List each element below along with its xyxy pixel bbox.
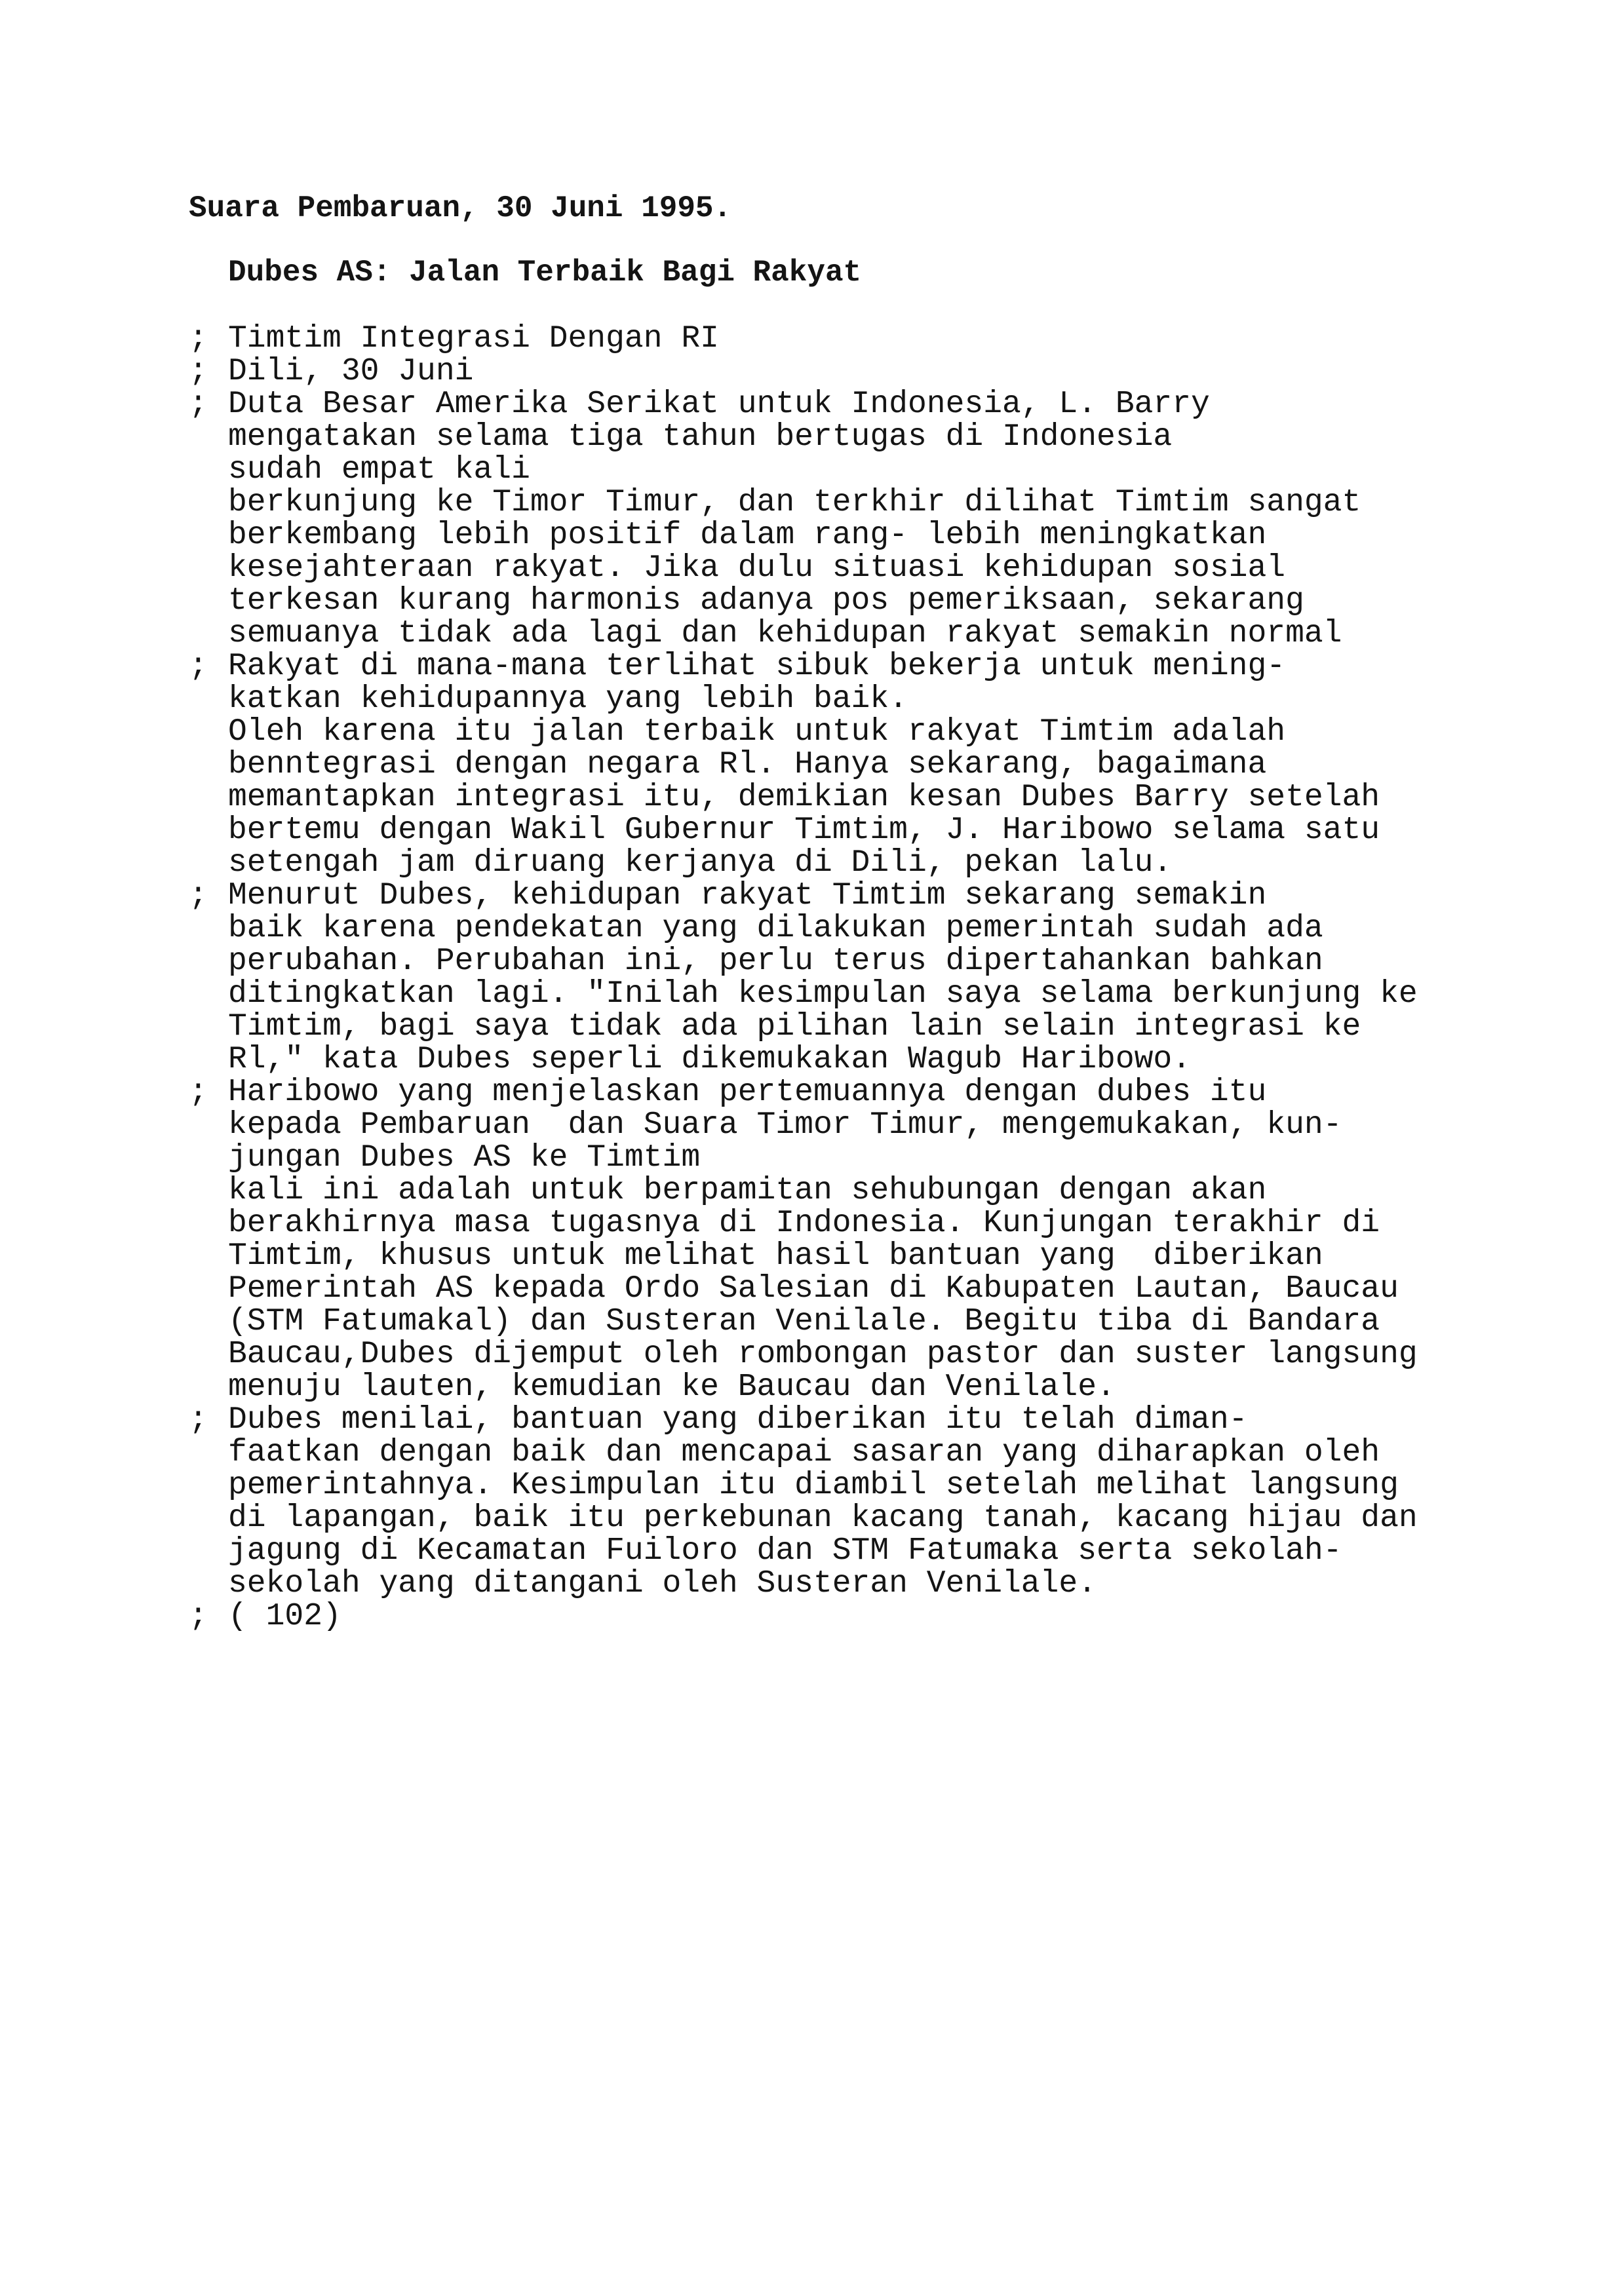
line-text: Menurut Dubes, kehidupan rakyat Timtim sekarang semakin xyxy=(228,878,1267,913)
line-text: kepada Pembaruan dan Suara Timor Timur, mengemukakan, kun- xyxy=(228,1107,1342,1143)
line-text: katkan kehidupannya yang lebih baik. xyxy=(228,681,908,717)
text-line xyxy=(189,552,1591,584)
line-text: Baucau,Dubes dijemput oleh rombongan pastor dan suster langsung xyxy=(228,1337,1418,1372)
line-text: Timtim, bagi saya tidak ada pilihan lain selain integrasi ke xyxy=(228,1009,1361,1044)
line-text: Dili, 30 Juni xyxy=(228,354,474,389)
text-line xyxy=(189,912,1591,945)
text-line xyxy=(189,1240,1591,1272)
text-line xyxy=(189,748,1591,781)
line-text: ( 102) xyxy=(228,1599,341,1634)
text-line xyxy=(189,584,1591,617)
line-text: berakhirnya masa tugasnya di Indonesia. Kunjungan terakhir di xyxy=(228,1206,1380,1241)
text-line xyxy=(189,421,1591,453)
line-text: jagung di Kecamatan Fuiloro dan STM Fatumaka serta sekolah- xyxy=(228,1533,1342,1569)
article-title: Dubes AS: Jalan Terbaik Bagi Rakyat xyxy=(228,256,862,290)
paragraph-marker: ; xyxy=(189,1075,208,1110)
text-line xyxy=(189,1600,1591,1633)
text-line xyxy=(189,1469,1591,1502)
text-line xyxy=(189,519,1591,552)
line-text: sudah empat kali xyxy=(228,452,530,488)
line-text: setengah jam diruang kerjanya di Dili, pekan lalu. xyxy=(228,845,1173,881)
text-line xyxy=(189,1109,1591,1141)
text-line xyxy=(189,814,1591,847)
line-text: benntegrasi dengan negara Rl. Hanya sekarang, bagaimana xyxy=(228,747,1267,782)
text-line xyxy=(189,1174,1591,1207)
paragraph-marker: ; xyxy=(189,878,208,913)
paragraph-marker: ; xyxy=(189,649,208,684)
text-line xyxy=(189,1502,1591,1535)
text-line xyxy=(189,355,1591,388)
line-text: perubahan. Perubahan ini, perlu terus dipertahankan bahkan xyxy=(228,944,1323,979)
line-text: Rl," kata Dubes seperli dikemukakan Wagub Haribowo. xyxy=(228,1042,1192,1077)
text-line xyxy=(189,322,1591,355)
line-text: berkunjung ke Timor Timur, dan terkhir dilihat Timtim sangat xyxy=(228,485,1361,520)
line-text: menuju lauten, kemudian ke Baucau dan Venilale. xyxy=(228,1369,1116,1405)
text-line xyxy=(189,453,1591,486)
line-text: Dubes menilai, bantuan yang diberikan itu telah diman- xyxy=(228,1402,1248,1438)
text-line xyxy=(189,683,1591,716)
text-line xyxy=(189,486,1591,519)
text-line xyxy=(189,1141,1591,1174)
text-line xyxy=(189,1207,1591,1240)
line-text: Timtim, khusus untuk melihat hasil bantuan yang diberikan xyxy=(228,1238,1323,1274)
text-line xyxy=(189,716,1591,748)
text-line xyxy=(189,1567,1591,1600)
line-text: Duta Besar Amerika Serikat untuk Indonesia, L. Barry xyxy=(228,387,1210,422)
text-line xyxy=(189,1272,1591,1305)
line-text: semuanya tidak ada lagi dan kehidupan rakyat semakin normal xyxy=(228,616,1342,651)
text-line xyxy=(189,1436,1591,1469)
paragraph-marker: ; xyxy=(189,321,208,356)
text-line xyxy=(189,781,1591,814)
line-text: jungan Dubes AS ke Timtim xyxy=(228,1140,701,1176)
text-line xyxy=(189,1338,1591,1371)
line-text: pemerintahnya. Kesimpulan itu diambil setelah melihat langsung xyxy=(228,1468,1399,1503)
line-text: Pemerintah AS kepada Ordo Salesian di Kabupaten Lautan, Baucau xyxy=(228,1271,1399,1307)
text-line xyxy=(189,945,1591,978)
article-body xyxy=(189,322,1591,1633)
text-line xyxy=(189,1535,1591,1567)
text-line xyxy=(189,650,1591,683)
line-text: Timtim Integrasi Dengan RI xyxy=(228,321,719,356)
paragraph-marker: ; xyxy=(189,1599,208,1634)
line-text: sekolah yang ditangani oleh Susteran Venilale. xyxy=(228,1566,1097,1601)
line-text: Oleh karena itu jalan terbaik untuk rakyat Timtim adalah xyxy=(228,714,1286,750)
line-text: faatkan dengan baik dan mencapai sasaran yang diharapkan oleh xyxy=(228,1435,1380,1470)
paragraph-marker: ; xyxy=(189,1402,208,1438)
text-line xyxy=(189,879,1591,912)
line-text: (STM Fatumakal) dan Susteran Venilale. Begitu tiba di Bandara xyxy=(228,1304,1380,1339)
line-text: baik karena pendekatan yang dilakukan pemerintah sudah ada xyxy=(228,911,1323,946)
line-text: mengatakan selama tiga tahun bertugas di Indonesia xyxy=(228,419,1173,455)
line-text: bertemu dengan Wakil Gubernur Timtim, J. Haribowo selama satu xyxy=(228,813,1380,848)
text-line xyxy=(189,1404,1591,1436)
line-text: ditingkatkan lagi. "Inilah kesimpulan saya selama berkunjung ke xyxy=(228,976,1418,1012)
text-line xyxy=(189,617,1591,650)
paragraph-marker: ; xyxy=(189,354,208,389)
text-line xyxy=(189,1043,1591,1076)
source-line: Suara Pembaruan, 30 Juni 1995. xyxy=(189,191,732,225)
line-text: di lapangan, baik itu perkebunan kacang tanah, kacang hijau dan xyxy=(228,1501,1418,1536)
text-line xyxy=(189,1305,1591,1338)
line-text: terkesan kurang harmonis adanya pos pemeriksaan, sekarang xyxy=(228,583,1304,619)
text-line xyxy=(189,978,1591,1010)
line-text: berkembang lebih positif dalam rang- lebih meningkatkan xyxy=(228,518,1267,553)
line-text: kesejahteraan rakyat. Jika dulu situasi kehidupan sosial xyxy=(228,550,1286,586)
paragraph-marker: ; xyxy=(189,387,208,422)
text-line xyxy=(189,388,1591,421)
text-line xyxy=(189,1371,1591,1404)
line-text: Rakyat di mana-mana terlihat sibuk bekerja untuk mening- xyxy=(228,649,1286,684)
line-text: memantapkan integrasi itu, demikian kesan Dubes Barry setelah xyxy=(228,780,1380,815)
line-text: Haribowo yang menjelaskan pertemuannya dengan dubes itu xyxy=(228,1075,1267,1110)
line-text: kali ini adalah untuk berpamitan sehubungan dengan akan xyxy=(228,1173,1267,1208)
text-line xyxy=(189,847,1591,879)
text-line xyxy=(189,1076,1591,1109)
text-line xyxy=(189,1010,1591,1043)
